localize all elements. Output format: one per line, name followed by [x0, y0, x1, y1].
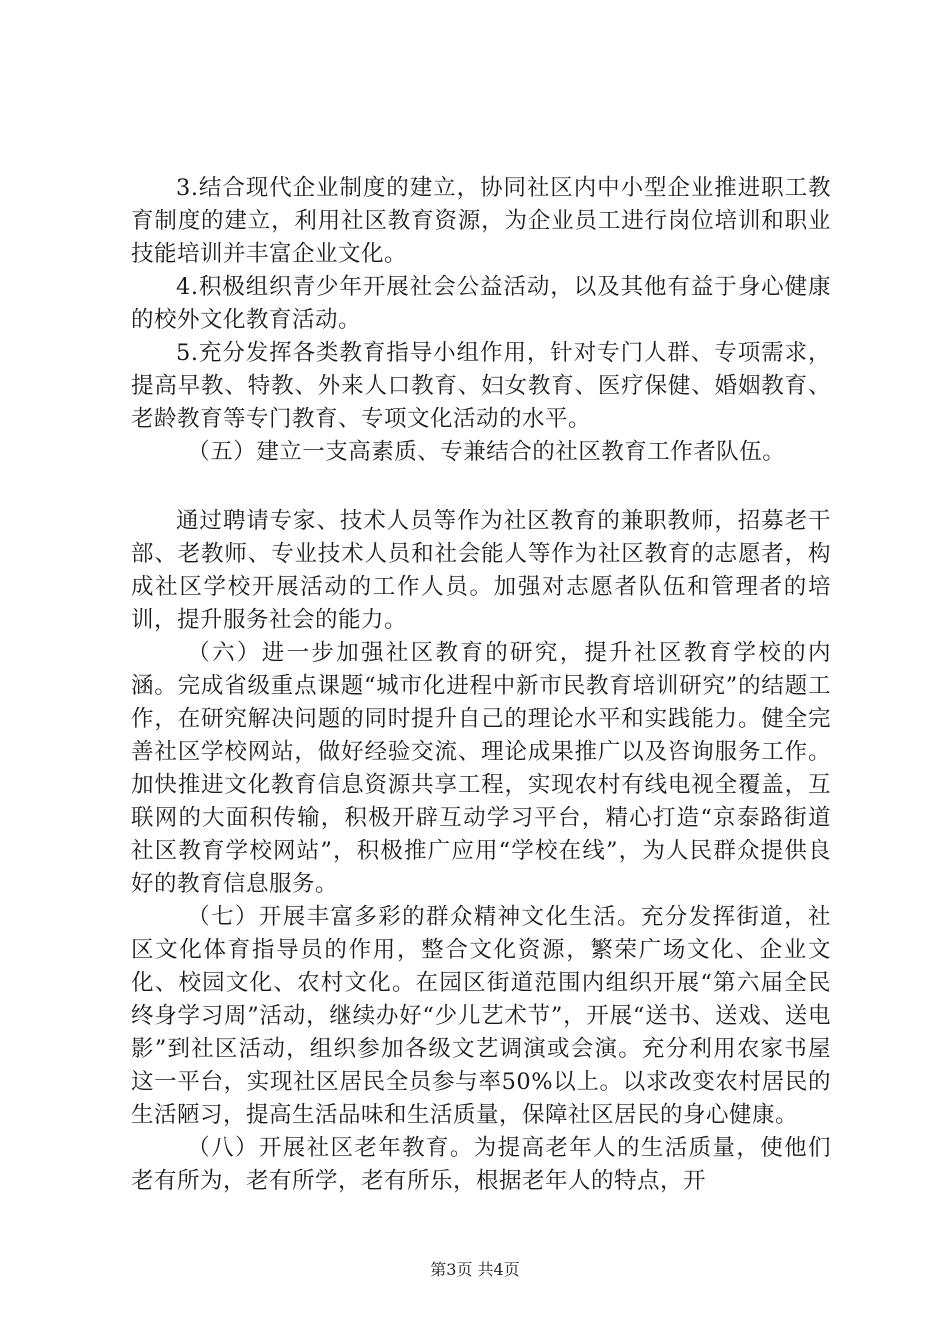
paragraph-item-5: 5.充分发挥各类教育指导小组作用，针对专门人群、专项需求，提高早教、特教、外来人口教育、妇女教育、医疗保健、婚姻教育、老龄教育等专门教育、专项文化活动的水平。	[131, 340, 831, 432]
section-paragraph-8: （八）开展社区老年教育。为提高老年人的生活质量，使他们老有所为，老有所学，老有所乐，根据老年人的特点，开	[131, 1135, 831, 1194]
section-paragraph-6: （六）进一步加强社区教育的研究，提升社区教育学校的内涵。完成省级重点课题“城市化进程中新市民教育培训研究”的结题工作，在研究解决问题的同时提升自己的理论水平和实践能力。健全完善社区学校网站，做好经验交流、理论成果推广以及咨询服务工作。加快推进文化教育信息资源共享工程，实现农村有线电视全覆盖，互联网的大面积传输，积极开辟互动学习平台，精心打造“京泰路街道社区教育学校网站”，积极推广应用“学校在线”，为人民群众提供良好的教育信息服务。	[131, 640, 831, 897]
paragraph-volunteers: 通过聘请专家、技术人员等作为社区教育的兼职教师，招募老干部、老教师、专业技术人员和社会能人等作为社区教育的志愿者，构成社区学校开展活动的工作人员。加强对志愿者队伍和管理者的培训，提升服务社会的能力。	[131, 508, 831, 633]
paragraph-item-4: 4.积极组织青少年开展社会公益活动，以及其他有益于身心健康的校外文化教育活动。	[131, 274, 831, 333]
paragraph-gap	[131, 469, 831, 505]
section-heading-5: （五）建立一支高素质、专兼结合的社区教育工作者队伍。	[187, 439, 786, 465]
section-paragraph-7: （七）开展丰富多彩的群众精神文化生活。充分发挥街道，社区文化体育指导员的作用，整合文化资源，繁荣广场文化、企业文化、校园文化、农村文化。在园区街道范围内组织开展“第六届全民终身学习周”活动，继续办好“少儿艺术节”，开展“送书、送戏、送电影”到社区活动，组织参加各级文艺调演或会演。充分利用农家书屋这一平台，实现社区居民全员参与率50%以上。以求改变农村居民的生活陋习，提高生活品味和生活质量，保障社区居民的身心健康。	[131, 904, 831, 1128]
document-body	[131, 172, 831, 1198]
paragraph-item-3: 3.结合现代企业制度的建立，协同社区内中小型企业推进职工教育制度的建立，利用社区教育资源，为企业员工进行岗位培训和职业技能培训并丰富企业文化。	[131, 175, 831, 267]
page-number-footer: 第3页 共4页	[430, 1260, 520, 1279]
